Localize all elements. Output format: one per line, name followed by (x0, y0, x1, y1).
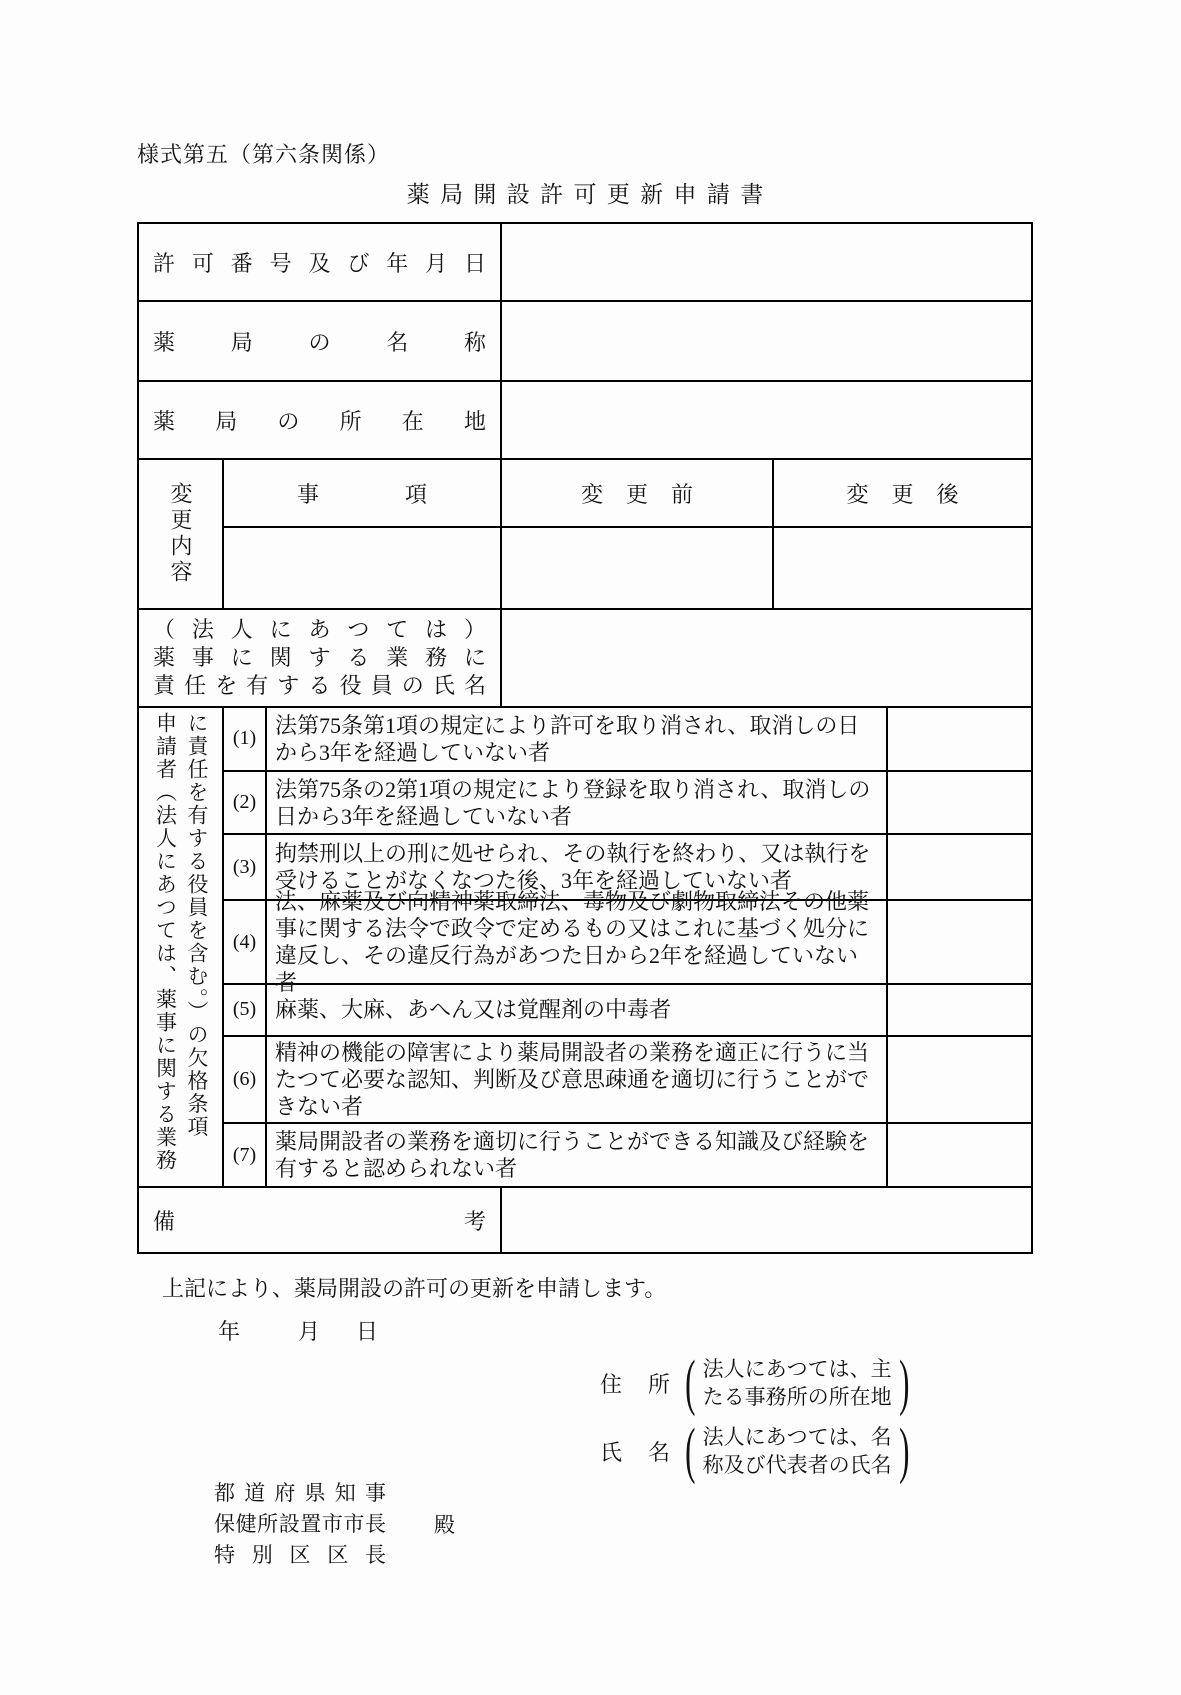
pharmacy-address-value-cell[interactable] (502, 382, 1031, 458)
name-note-line2: 称及び代表者の氏名 (702, 1453, 892, 1477)
permit-number-label-cell (139, 224, 502, 300)
change-content-grid (224, 460, 1031, 608)
pharmacy-name-label-cell (139, 302, 502, 380)
responsible-officer-label-line3: 責任を有する役員の氏名 (153, 673, 486, 698)
recipient-city-mayor: 保健所設置市市長 (214, 1512, 386, 1536)
date-year-label: 年 (218, 1319, 241, 1344)
responsible-officer-label-cell (139, 610, 502, 706)
applicant-name-row (600, 1417, 914, 1485)
item-2-text: 法第75条の2第1項の規定により登録を取り消され、取消しの日から3年を経過していない者 (267, 772, 888, 834)
responsible-officer-label-line2: 薬事に関する業務に (153, 645, 486, 670)
change-item-header-cell (224, 460, 502, 526)
form-code: 様式第五（第六条関係） (137, 142, 391, 167)
change-after-header-cell (774, 460, 1031, 526)
address-note-line1: 法人にあつては、主 (702, 1357, 892, 1381)
change-after-entry-cell[interactable] (774, 528, 1031, 608)
change-before-header-cell (502, 460, 774, 526)
address-note (701, 1355, 894, 1411)
address-close-paren: ) (898, 1349, 910, 1417)
item-1-text: 法第75条第1項の規定により許可を取り消され、取消しの日から3年を経過していない者 (267, 708, 888, 770)
recipient-governor: 都道府県知事 (214, 1481, 386, 1505)
name-note-line1: 法人にあつては、名 (702, 1425, 892, 1449)
item-6-number: (6) (224, 1037, 267, 1123)
disqualification-row-2 (224, 772, 1031, 836)
item-6-text: 精神の機能の障害により薬局開設者の業務を適正に行うに当たつて必要な認知、判断及び意思疎通を適切に行うことができない者 (267, 1037, 888, 1123)
item-7-text: 薬局開設者の業務を適切に行うことができる知識及び経験を有すると認められない者 (267, 1124, 888, 1186)
responsible-officer-value-cell[interactable] (502, 610, 1031, 706)
table-row-permit-number (139, 224, 1031, 302)
table-row-pharmacy-address (139, 382, 1031, 460)
applicant-address-row (600, 1349, 914, 1417)
item-1-number: (1) (224, 708, 267, 770)
item-3-answer-cell[interactable] (888, 835, 1031, 899)
date-line (218, 1315, 378, 1346)
responsible-officer-label-line1: （法人にあつては） (153, 617, 486, 642)
address-label: 住所 (600, 1371, 670, 1397)
change-content-section (139, 460, 1031, 610)
item-2-answer-cell[interactable] (888, 772, 1031, 834)
item-4-answer-cell[interactable] (888, 901, 1031, 983)
change-item-header: 事項 (297, 481, 427, 507)
change-entry-row (224, 528, 1031, 608)
pharmacy-address-label-cell (139, 382, 502, 458)
disqualification-row-5 (224, 985, 1031, 1037)
table-row-remarks (139, 1188, 1031, 1252)
table-row-responsible-officer (139, 610, 1031, 708)
name-label: 氏名 (600, 1439, 670, 1465)
disqualification-side-label: 申請者（法人にあつては、薬事に関する業務に責任を有する役員を含む。）の欠格条項 (153, 712, 209, 1172)
item-2-number: (2) (224, 772, 267, 834)
change-after-header: 変更後 (846, 481, 959, 507)
address-open-paren: ( (685, 1349, 696, 1417)
change-content-side-label: 変更内容 (168, 482, 193, 586)
item-5-number: (5) (224, 985, 267, 1035)
item-3-text: 拘禁刑以上の刑に処せられ、その執行を終わり、又は執行を受けることがなくなつた後、3年を経過していない者 (267, 835, 888, 899)
disqualification-row-4 (224, 889, 1031, 996)
recipient-list (214, 1478, 386, 1571)
name-note (701, 1423, 894, 1479)
disqualification-section (139, 708, 1031, 1188)
date-day-label: 日 (356, 1319, 379, 1344)
application-table (137, 222, 1033, 1254)
remarks-label: 備考 (153, 1208, 486, 1234)
item-5-text: 麻薬、大麻、あへん又は覚醒剤の中毒者 (267, 985, 888, 1035)
permit-number-value-cell[interactable] (502, 224, 1031, 300)
name-open-paren: ( (685, 1417, 696, 1485)
item-5-answer-cell[interactable] (888, 985, 1031, 1035)
remarks-value-cell[interactable] (502, 1188, 1031, 1252)
name-close-paren: ) (898, 1417, 910, 1485)
item-6-answer-cell[interactable] (888, 1037, 1031, 1123)
disqualification-row-7 (224, 1124, 1031, 1186)
change-content-side-cell (139, 460, 224, 608)
disqualification-row-1 (224, 708, 1031, 772)
remarks-label-cell (139, 1188, 502, 1252)
honorific-label: 殿 (434, 1513, 455, 1537)
item-4-text: 法、麻薬及び向精神薬取締法、毒物及び劇物取締法その他薬事に関する法令で政令で定めるもの又はこれに基づく処分に違反し、その違反行為があつた日から2年を経過していない者 (267, 901, 888, 983)
pharmacy-address-label: 薬局の所在地 (153, 408, 486, 434)
change-item-entry-cell[interactable] (224, 528, 502, 608)
form-title: 薬局開設許可更新申請書 (406, 182, 774, 207)
pharmacy-name-label: 薬局の名称 (153, 329, 486, 355)
change-header-row (224, 460, 1031, 528)
disqualification-side-cell (139, 708, 224, 1186)
declaration-text: 上記により、薬局開設の許可の更新を申請します。 (162, 1276, 667, 1301)
item-7-answer-cell[interactable] (888, 1124, 1031, 1186)
disqualification-rows (224, 708, 1031, 1186)
change-before-header: 変更前 (581, 481, 693, 507)
recipient-ward-mayor: 特別区区長 (214, 1543, 386, 1567)
item-4-number: (4) (224, 901, 267, 983)
item-1-answer-cell[interactable] (888, 708, 1031, 770)
change-before-entry-cell[interactable] (502, 528, 774, 608)
disqualification-row-6 (224, 1037, 1031, 1125)
item-7-number: (7) (224, 1124, 267, 1186)
item-3-number: (3) (224, 835, 267, 899)
address-note-line2: たる事務所の所在地 (702, 1385, 892, 1409)
table-row-pharmacy-name (139, 302, 1031, 382)
date-month-label: 月 (298, 1319, 321, 1344)
permit-number-label: 許可番号及び年月日 (153, 250, 486, 276)
pharmacy-name-value-cell[interactable] (502, 302, 1031, 380)
